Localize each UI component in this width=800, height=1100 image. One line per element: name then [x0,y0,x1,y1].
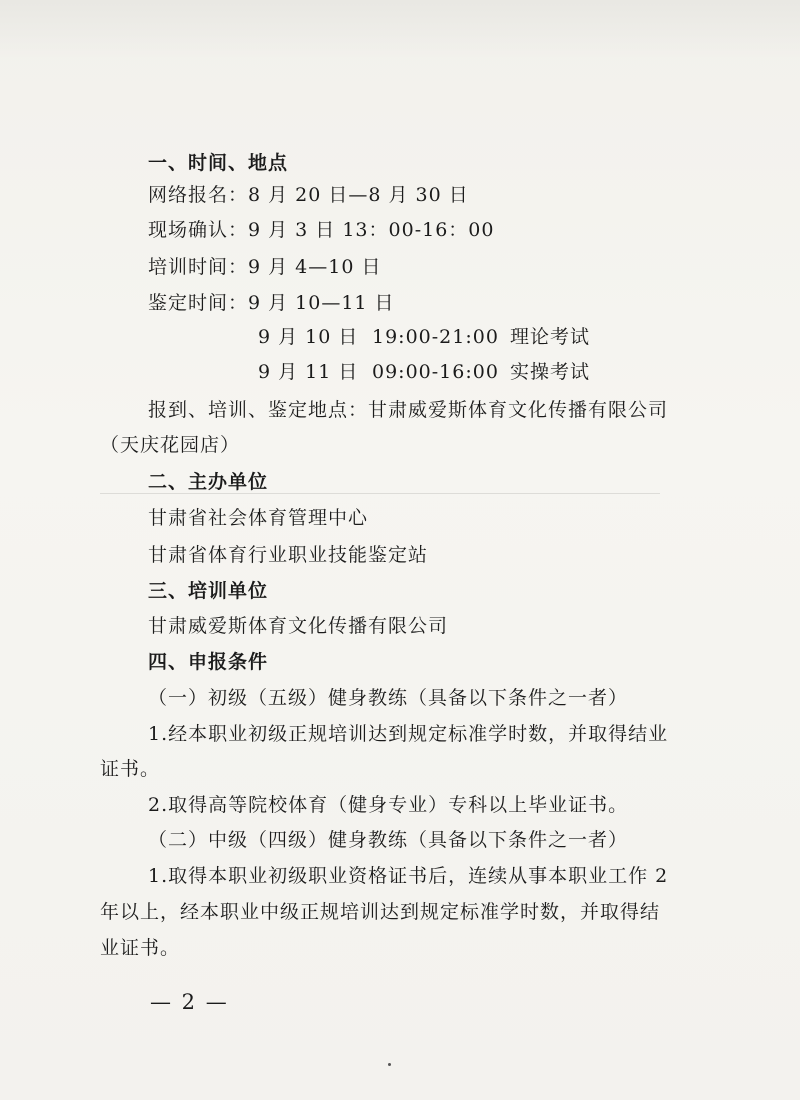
level1-item1-line2: 证书。 [100,758,161,780]
exam-1-time: 19:00-21:00 [372,326,499,348]
exam-2-date: 9 月 11 日 [258,361,359,383]
organizer-1: 甘肃省社会体育管理中心 [148,507,369,529]
heading-conditions: 四、申报条件 [148,651,269,673]
page-number: — 2 — [150,990,229,1014]
level1-item2: 2.取得高等院校体育（健身专业）专科以上毕业证书。 [148,794,629,816]
online-registration: 网络报名：8 月 20 日—8 月 30 日 [148,184,469,206]
onsite-confirmation: 现场确认：9 月 3 日 13：00-16：00 [148,219,495,241]
scan-speck [388,1063,391,1066]
level1-item1-line1: 1.经本职业初级正规培训达到规定标准学时数，并取得结业 [148,723,669,745]
level2-item1-line3: 业证书。 [100,937,181,959]
training-time: 培训时间：9 月 4—10 日 [148,256,382,278]
heading-time-place: 一、时间、地点 [148,152,289,174]
exam-2-subject: 实操考试 [510,361,591,383]
exam-1-date: 9 月 10 日 [258,326,359,348]
heading-organizer: 二、主办单位 [148,471,269,493]
location-line2: （天庆花园店） [100,434,241,456]
level2-item1-line2: 年以上，经本职业中级正规培训达到规定标准学时数，并取得结 [100,901,661,923]
level2-heading: （二）中级（四级）健身教练（具备以下条件之一者） [148,829,629,851]
exam-1-subject: 理论考试 [510,326,591,348]
location-line1: 报到、培训、鉴定地点：甘肃威爱斯体育文化传播有限公司 [148,399,669,421]
exam-2-time: 09:00-16:00 [372,361,499,383]
paper-fold-line [100,493,660,494]
level1-heading: （一）初级（五级）健身教练（具备以下条件之一者） [148,687,629,709]
scan-shadow [0,0,800,60]
level2-item1-line1: 1.取得本职业初级职业资格证书后，连续从事本职业工作 2 [148,865,669,887]
heading-trainer: 三、培训单位 [148,580,269,602]
organizer-2: 甘肃省体育行业职业技能鉴定站 [148,544,429,566]
assessment-time: 鉴定时间：9 月 10—11 日 [148,292,395,314]
trainer-1: 甘肃威爱斯体育文化传播有限公司 [148,615,449,637]
